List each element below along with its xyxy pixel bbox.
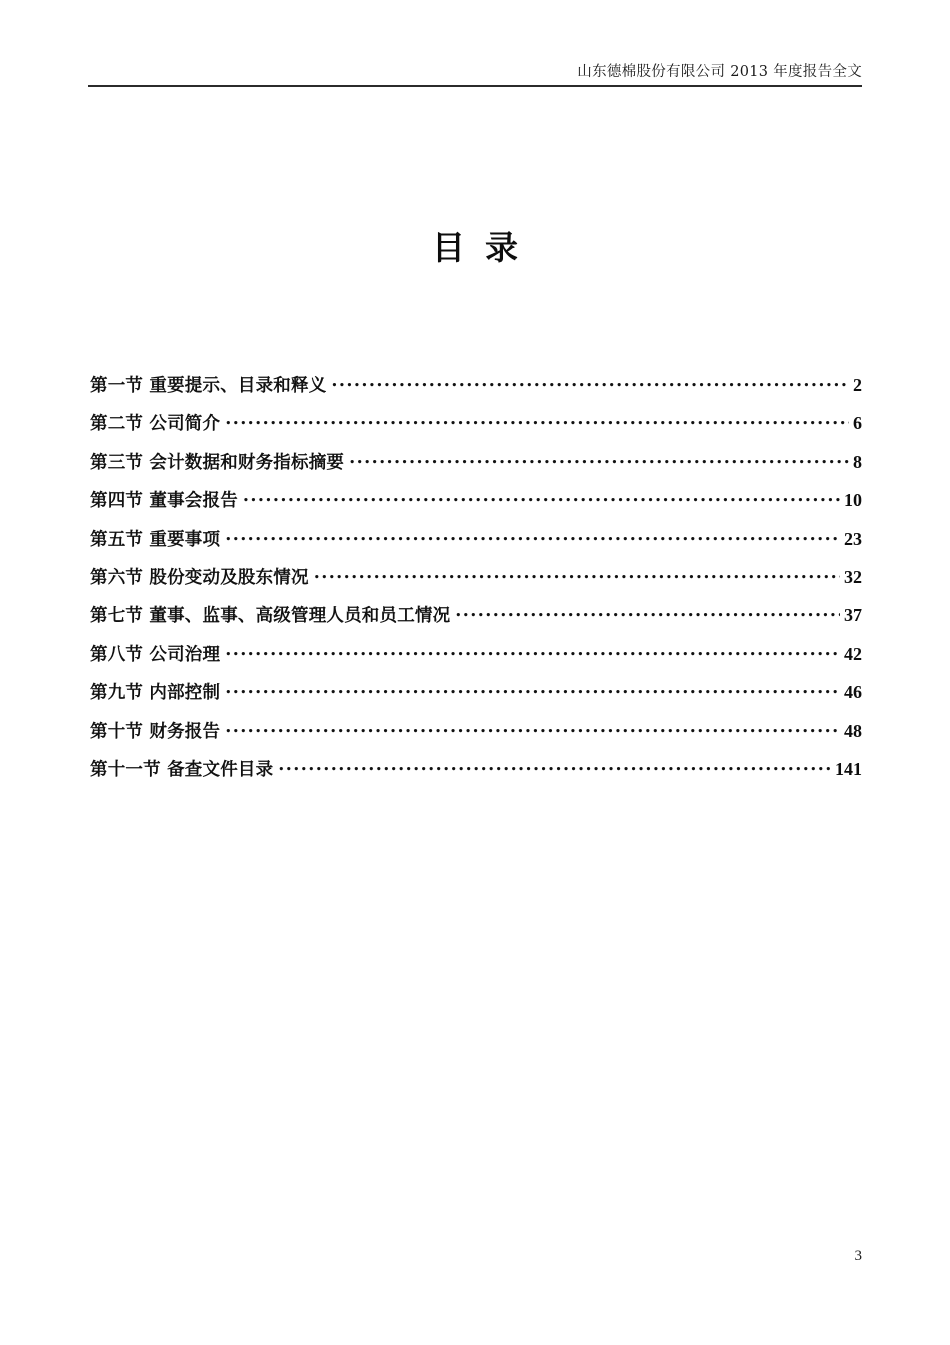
toc-entry-11[interactable] <box>90 756 862 794</box>
toc-dot-leader <box>243 489 840 507</box>
toc-dot-leader <box>314 565 840 583</box>
toc-entry-label: 第十一节 备查文件目录 <box>90 759 274 780</box>
toc-dot-leader <box>278 757 831 775</box>
toc-entry-page-number: 8 <box>853 451 862 472</box>
footer-page-number: 3 <box>854 1248 862 1264</box>
toc-entry-label: 第十节 财务报告 <box>90 721 221 742</box>
toc-entry-page-number: 48 <box>844 720 862 741</box>
toc-entry-label: 第四节 董事会报告 <box>90 491 238 512</box>
toc-entry-3[interactable] <box>90 449 862 487</box>
toc-entry-page-number: 141 <box>835 758 862 779</box>
toc-entry-label: 第九节 内部控制 <box>90 683 221 704</box>
toc-entry-2[interactable] <box>90 410 862 448</box>
toc-entry-page-number: 37 <box>844 605 862 626</box>
page-header <box>88 62 862 87</box>
toc-entry-page-number: 42 <box>844 643 862 664</box>
toc-entry-page-number: 2 <box>853 375 862 395</box>
toc-entry-7[interactable] <box>90 602 862 640</box>
page-title: 目录 <box>432 228 538 267</box>
toc-dot-leader <box>331 374 849 392</box>
toc-dot-leader <box>455 604 840 622</box>
toc-entry-page-number: 32 <box>844 566 862 587</box>
toc-entry-page-number: 23 <box>844 528 862 549</box>
toc-entry-page-number: 6 <box>853 413 862 434</box>
toc-dot-leader <box>225 412 849 430</box>
toc-entry-page-number: 10 <box>844 490 862 511</box>
toc-entry-label: 第六节 股份变动及股东情况 <box>90 567 309 588</box>
toc-entry-label: 第八节 公司治理 <box>90 644 221 665</box>
toc-entry-label: 第三节 会计数据和财务指标摘要 <box>90 452 345 473</box>
toc-dot-leader <box>349 450 849 468</box>
toc-dot-leader <box>225 527 840 545</box>
toc-entry-page-number: 46 <box>844 682 862 703</box>
toc-dot-leader <box>225 642 840 660</box>
toc-entry-1[interactable] <box>90 372 862 410</box>
toc-entry-label: 第七节 董事、监事、高级管理人员和员工情况 <box>90 606 451 627</box>
header-company-report-title: 山东德棉股份有限公司 2013 年度报告全文 <box>577 64 862 80</box>
toc-entry-10[interactable] <box>90 718 862 756</box>
toc-entry-label: 第一节 重要提示、目录和释义 <box>90 376 327 396</box>
toc-dot-leader <box>225 681 840 699</box>
toc-entry-5[interactable] <box>90 526 862 564</box>
toc-entry-8[interactable] <box>90 641 862 679</box>
table-of-contents <box>90 372 862 794</box>
toc-entry-6[interactable] <box>90 564 862 602</box>
toc-entry-label: 第五节 重要事项 <box>90 529 221 550</box>
header-divider-rule <box>88 85 862 87</box>
toc-dot-leader <box>225 719 840 737</box>
toc-entry-4[interactable] <box>90 487 862 525</box>
toc-entry-9[interactable] <box>90 679 862 717</box>
toc-entry-label: 第二节 公司简介 <box>90 414 221 435</box>
